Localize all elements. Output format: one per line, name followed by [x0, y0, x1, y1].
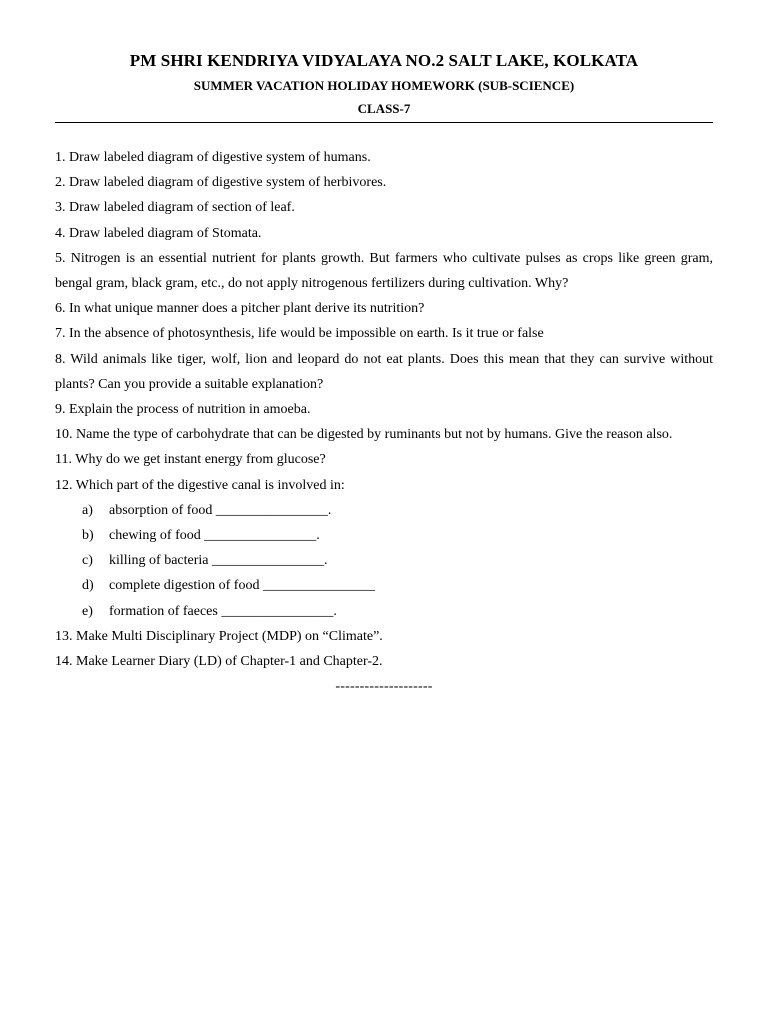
question-11: 11. Why do we get instant energy from glucose? — [55, 452, 326, 468]
sub-item-text: chewing of food ________________. — [109, 528, 320, 544]
question-5: 5. Nitrogen is an essential nutrient for plants growth. But farmers who cultivate pulses as crops like green gram, bengal gram, black gram, etc., do not apply nitrogenous fertilizers during cultivation. Why? — [55, 250, 713, 292]
sub-item-e — [55, 599, 713, 624]
sub-item-b — [55, 523, 713, 548]
question-9: 9. Explain the process of nutrition in amoeba. — [55, 402, 311, 418]
question-list — [55, 145, 713, 700]
sub-item-letter: d) — [82, 578, 94, 594]
question-8: 8. Wild animals like tiger, wolf, lion and leopard do not eat plants. Does this mean that they can survive without plants? Can you provide a suitable explanation? — [55, 351, 713, 392]
document-header — [55, 50, 713, 118]
sub-item-c — [55, 548, 713, 573]
sub-item-d — [55, 573, 713, 598]
sub-item-letter: b) — [82, 528, 94, 544]
sub-item-letter: c) — [82, 553, 93, 569]
class-label: CLASS-7 — [357, 101, 411, 116]
question-12: 12. Which part of the digestive canal is involved in: — [55, 477, 345, 493]
sub-item-a — [55, 498, 713, 523]
school-name: PM SHRI KENDRIYA VIDYALAYA NO.2 SALT LAKE, KOLKATA — [129, 51, 639, 70]
question-10: 10. Name the type of carbohydrate that can be digested by ruminants but not by humans. Give the reason also. — [55, 427, 673, 443]
sub-item-letter: a) — [82, 502, 93, 518]
homework-title: SUMMER VACATION HOLIDAY HOMEWORK (SUB-SCIENCE) — [193, 78, 575, 93]
sub-item-text: absorption of food ________________. — [109, 502, 332, 518]
sub-item-text: killing of bacteria ________________. — [109, 553, 328, 569]
question-3: 3. Draw labeled diagram of section of leaf. — [55, 200, 295, 216]
header-divider — [55, 122, 713, 123]
question-2: 2. Draw labeled diagram of digestive system of herbivores. — [55, 175, 387, 191]
question-1: 1. Draw labeled diagram of digestive system of humans. — [55, 150, 371, 165]
sub-item-text: formation of faeces ________________. — [109, 603, 337, 619]
sub-item-text: complete digestion of food ________________ — [109, 578, 375, 594]
question-6: 6. In what unique manner does a pitcher plant derive its nutrition? — [55, 301, 425, 317]
sub-item-letter: e) — [82, 603, 93, 619]
question-14: 14. Make Learner Diary (LD) of Chapter-1 and Chapter-2. — [55, 654, 383, 670]
question-7: 7. In the absence of photosynthesis, life would be impossible on earth. Is it true or false — [55, 326, 544, 342]
question-13: 13. Make Multi Disciplinary Project (MDP) on “Climate”. — [55, 628, 383, 644]
question-12-sub-items — [55, 498, 713, 624]
end-marker: -------------------- — [335, 679, 433, 695]
question-4: 4. Draw labeled diagram of Stomata. — [55, 225, 262, 241]
